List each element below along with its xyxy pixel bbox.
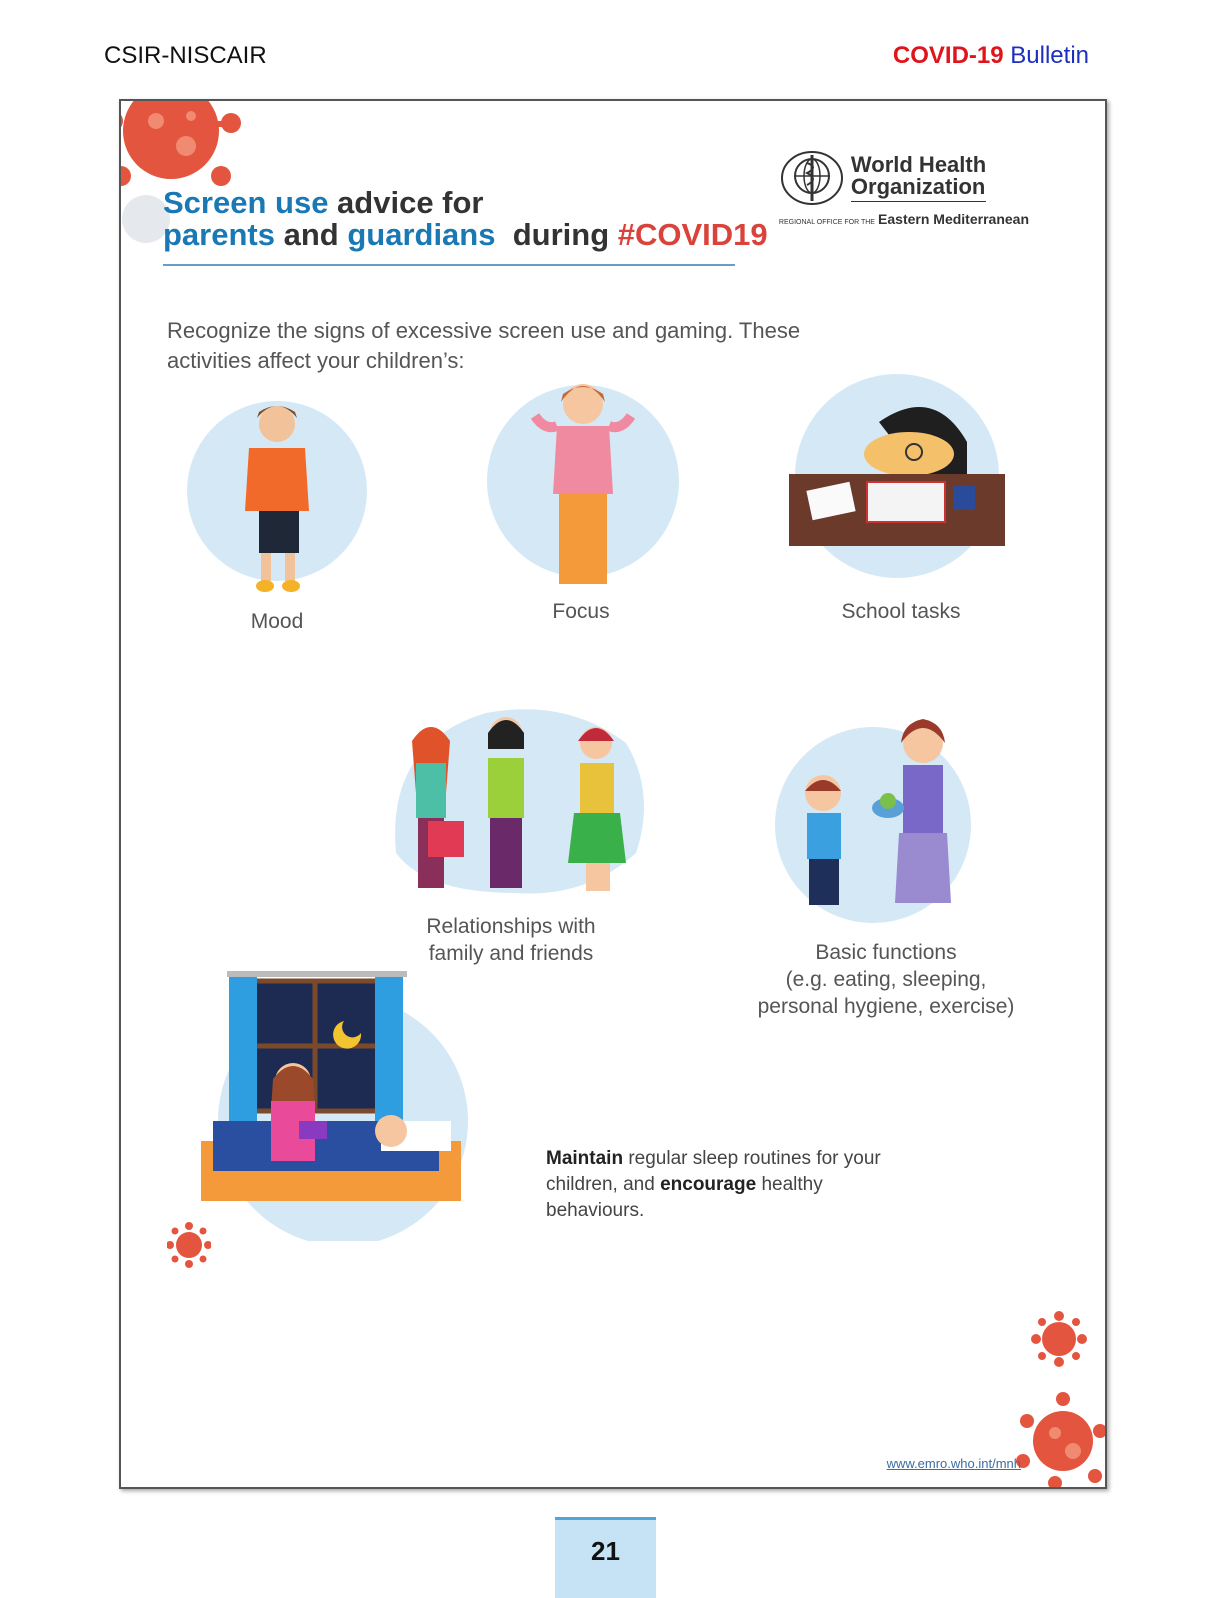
title-highlight-guardians: guardians: [347, 217, 496, 252]
title-highlight-parents: parents: [163, 217, 275, 252]
label-relationships-line1: Relationships with: [426, 915, 596, 938]
basic-functions-illustration: [773, 713, 973, 923]
title-hashtag: #COVID19: [617, 217, 768, 252]
virus-icon: [1031, 1311, 1087, 1367]
label-basic-functions-line1: Basic functions: [815, 941, 957, 964]
label-relationships: [391, 913, 631, 967]
who-name-line1: World Health: [850, 152, 987, 177]
maintain-bold: Maintain: [546, 1148, 624, 1169]
maintain-advice: [546, 1146, 926, 1224]
encourage-bold: encourage: [660, 1174, 757, 1195]
who-logo: [779, 149, 1029, 227]
bulletin-title: [893, 42, 1089, 70]
title-text: advice for: [328, 185, 484, 220]
maintain-text-end: healthy behaviours.: [546, 1174, 823, 1221]
who-region-name: Eastern Mediterranean: [878, 211, 1029, 227]
who-region: [779, 211, 1029, 227]
publisher-name: CSIR-NISCAIR: [104, 42, 267, 69]
label-mood: Mood: [250, 610, 304, 633]
label-relationships-line2: family and friends: [428, 942, 594, 965]
virus-icon: [1015, 1391, 1105, 1487]
who-region-small: REGIONAL OFFICE FOR THE: [778, 219, 875, 226]
title-underline: [163, 264, 735, 266]
label-school-tasks: School tasks: [841, 600, 961, 623]
poster-frame: [119, 99, 1107, 1489]
poster-title-line1: [163, 187, 768, 219]
school-tasks-illustration: [789, 374, 1005, 582]
title-text: and: [274, 217, 348, 252]
page-number: 21: [555, 1517, 656, 1598]
bedtime-illustration: [201, 971, 471, 1241]
bulletin-title-red: COVID-19: [892, 42, 1004, 69]
title-text: during: [495, 217, 618, 252]
who-emblem-icon: [779, 149, 845, 207]
intro-text: Recognize the signs of excessive screen use and gaming. These activities affect your children’s:: [167, 318, 801, 373]
label-basic-functions: [741, 939, 1031, 1020]
relationships-illustration: [386, 703, 656, 911]
bulletin-title-blue: Bulletin: [1010, 42, 1089, 69]
mood-illustration: [187, 386, 371, 601]
maintain-text: regular sleep routines for your children, and: [546, 1148, 881, 1195]
label-basic-functions-line3: personal hygiene, exercise): [757, 995, 1015, 1018]
focus-illustration: [485, 366, 681, 596]
label-basic-functions-line2: (e.g. eating, sleeping,: [785, 968, 987, 991]
poster-title: [163, 187, 768, 251]
source-link[interactable]: www.emro.who.int/mnh: [886, 1456, 1021, 1471]
who-name-line2: Organization: [851, 176, 986, 202]
poster-title-line2: [163, 219, 768, 251]
label-focus: Focus: [552, 600, 610, 623]
title-highlight-screen-use: Screen use: [163, 185, 329, 220]
